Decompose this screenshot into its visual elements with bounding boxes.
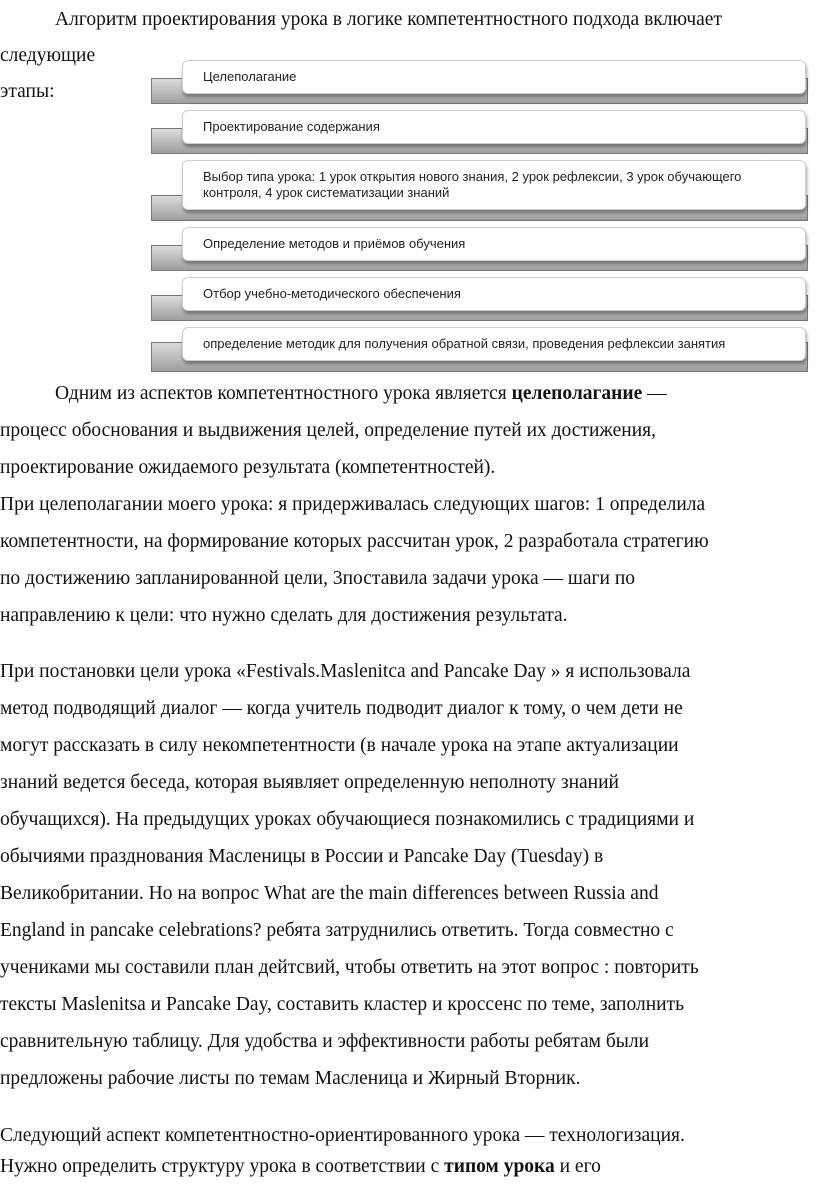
stage-box-1 [182,60,806,94]
para3-line-11: сравнительную таблицу. Для удобства и эффективности работы ребятам были [0,1031,650,1052]
para1-text-a: Одним из аспектов компетентностного урока является [55,383,512,404]
para1-line-1 [55,382,667,406]
para3-line-1: При постановки цели урока «Festivals.Maslenitca and Pancake Day » я использовала [0,661,691,682]
intro-line-3: этапы: [0,81,55,102]
para4-text-a: Нужно определить структуру урока в соответствии с [0,1156,445,1177]
para3-line-8: England in pancake celebrations? ребята затруднились ответить. Тогда совместно с [0,920,674,941]
stage-label-2: Проектирование содержания [203,119,380,134]
para1-text-c: — [642,383,667,404]
para4-line-1: Следующий аспект компетентностно-ориентированного урока — технологизация. [0,1125,685,1146]
para3-line-10: тексты Maslenitsa и Pancake Day, составить кластер и кроссенс по теме, заполнить [0,994,684,1015]
para3-line-12: предложены рабочие листы по темам Масленица и Жирный Вторник. [0,1068,581,1089]
para1-line-3: проектирование ожидаемого результата (компетентностей). [0,457,496,478]
stage-box-4 [182,227,806,261]
para3-line-3: могут рассказать в силу некомпетентности (в начале урока на этапе актуализации [0,735,679,756]
intro-line-1: Алгоритм проектирования урока в логике компетентностного подхода включает [55,9,722,30]
para2-line-3: по достижению запланированной цели, 3поставила задачи урока — шаги по [0,568,636,589]
intro-line-2: следующие [0,45,96,66]
para2-line-2: компетентности, на формирование которых рассчитан урок, 2 разработала стратегию [0,531,709,552]
stage-label-1: Целеполагание [203,69,297,84]
para4-line-2 [0,1155,601,1179]
stage-label-3: Выбор типа урока: 1 урок открытия нового знания, 2 урок рефлексии, 3 урок обучающего контроля, 4 урок систематизации знаний [203,169,742,200]
para4-term: типом урока [444,1156,555,1177]
para1-line-2: процесс обоснования и выдвижения целей, определение путей их достижения, [0,420,656,441]
para1-term: целеполагание [511,383,643,404]
stage-label-5: Отбор учебно-методического обеспечения [203,286,461,301]
para4-text-c: и его [554,1156,601,1177]
stage-box-3 [182,160,806,210]
para3-line-6: обычиями празднования Масленицы в России и Pancake Day (Tuesday) в [0,846,604,867]
para3-line-5: обучащихся). На предыдущих уроках обучающиеся познакомились с традициями и [0,809,695,830]
para2-line-4: направлению к цели: что нужно сделать для достижения результата. [0,605,568,626]
stage-label-4: Определение методов и приёмов обучения [203,236,466,251]
para3-line-4: знаний ведется беседа, которая выявляет определенную неполноту знаний [0,772,619,793]
para2-line-1: При целеполагании моего урока: я придерживалась следующих шагов: 1 определила [0,494,706,515]
stage-box-5 [182,277,806,311]
para3-line-7: Великобритании. Но на вопрос What are the main differences between Russia and [0,883,659,904]
para3-line-9: учениками мы составили план дейтсвий, чтобы ответить на этот вопрос : повторить [0,957,699,978]
stage-box-6 [182,327,806,361]
stage-box-2 [182,110,806,144]
para3-line-2: метод подводящий диалог — когда учитель подводит диалог к тому, о чем дети не [0,698,683,719]
stage-label-6: определение методик для получения обратной связи, проведения рефлексии занятия [203,336,726,351]
